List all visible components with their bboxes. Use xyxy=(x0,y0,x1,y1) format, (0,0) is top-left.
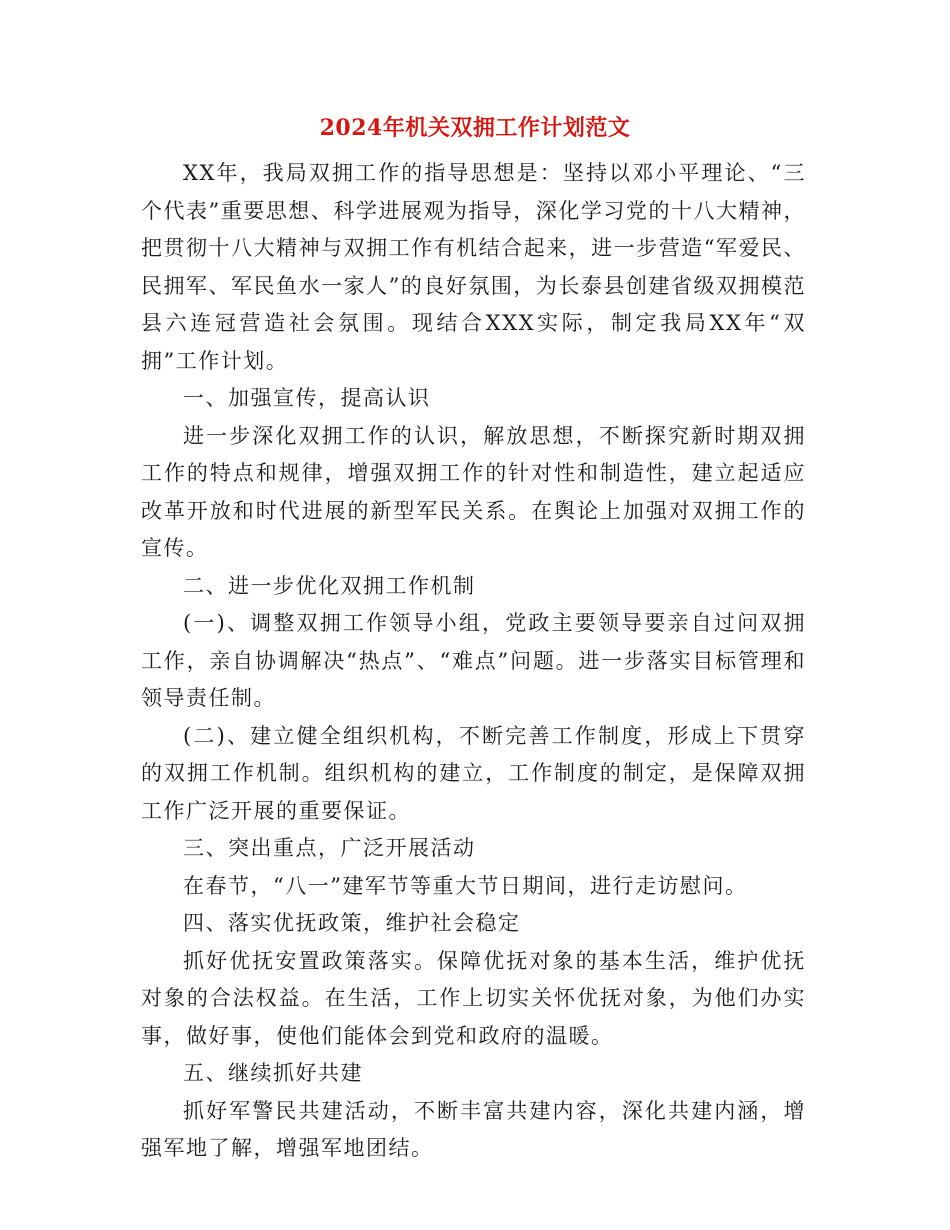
paragraph-section-4: 抓好优抚安置政策落实。保障优抚对象的基本生活，维护优抚对象的合法权益。在生活，工作上切实关怀优抚对象，为他们办实事，做好事，使他们能体会到党和政府的温暖。 xyxy=(141,948,806,1048)
paragraph-section-3: 在春节，“八一”建军节等重大节日期间，进行走访慰问。 xyxy=(183,873,748,898)
paragraph-section-2-item-1: (一)、调整双拥工作领导小组，党政主要领导要亲自过问双拥工作，亲自协调解决“热点”、“难点”问题。进一步落实目标管理和领导责任制。 xyxy=(141,611,806,710)
document-title: 2024年机关双拥工作计划范文 xyxy=(319,115,631,141)
section-heading-3: 三、突出重点，广泛开展活动 xyxy=(183,836,476,860)
paragraph-section-5: 抓好军警民共建活动，不断丰富共建内容，深化共建内涵，增强军地了解，增强军地团结。 xyxy=(141,1098,806,1160)
section-heading-2: 二、进一步优化双拥工作机制 xyxy=(183,573,476,598)
section-heading-1: 一、加强宣传，提高认识 xyxy=(183,386,431,410)
document-body xyxy=(141,155,806,1168)
paragraph-section-1: 进一步深化双拥工作的认识，解放思想，不断探究新时期双拥工作的特点和规律，增强双拥工作的针对性和制造性，建立起适应改革开放和时代进展的新型军民关系。在舆论上加强对双拥工作的宣传。 xyxy=(141,423,806,560)
section-heading-5: 五、继续抓好共建 xyxy=(183,1061,363,1085)
paragraph-intro: XX年，我局双拥工作的指导思想是：坚持以邓小平理论、“三个代表”重要思想、科学进展观为指导，深化学习党的十八大精神，把贯彻十八大精神与双拥工作有机结合起来，进一步营造“军爱民、民拥军、军民鱼水一家人”的良好氛围，为长泰县创建省级双拥模范县六连冠营造社会氛围。现结合XXX实际，制定我局XX年“双拥”工作计划。 xyxy=(141,161,806,373)
paragraph-section-2-item-2: (二)、建立健全组织机构，不断完善工作制度，形成上下贯穿的双拥工作机制。组织机构的建立，工作制度的制定，是保障双拥工作广泛开展的重要保证。 xyxy=(141,723,806,823)
section-heading-4: 四、落实优抚政策，维护社会稳定 xyxy=(183,911,521,935)
